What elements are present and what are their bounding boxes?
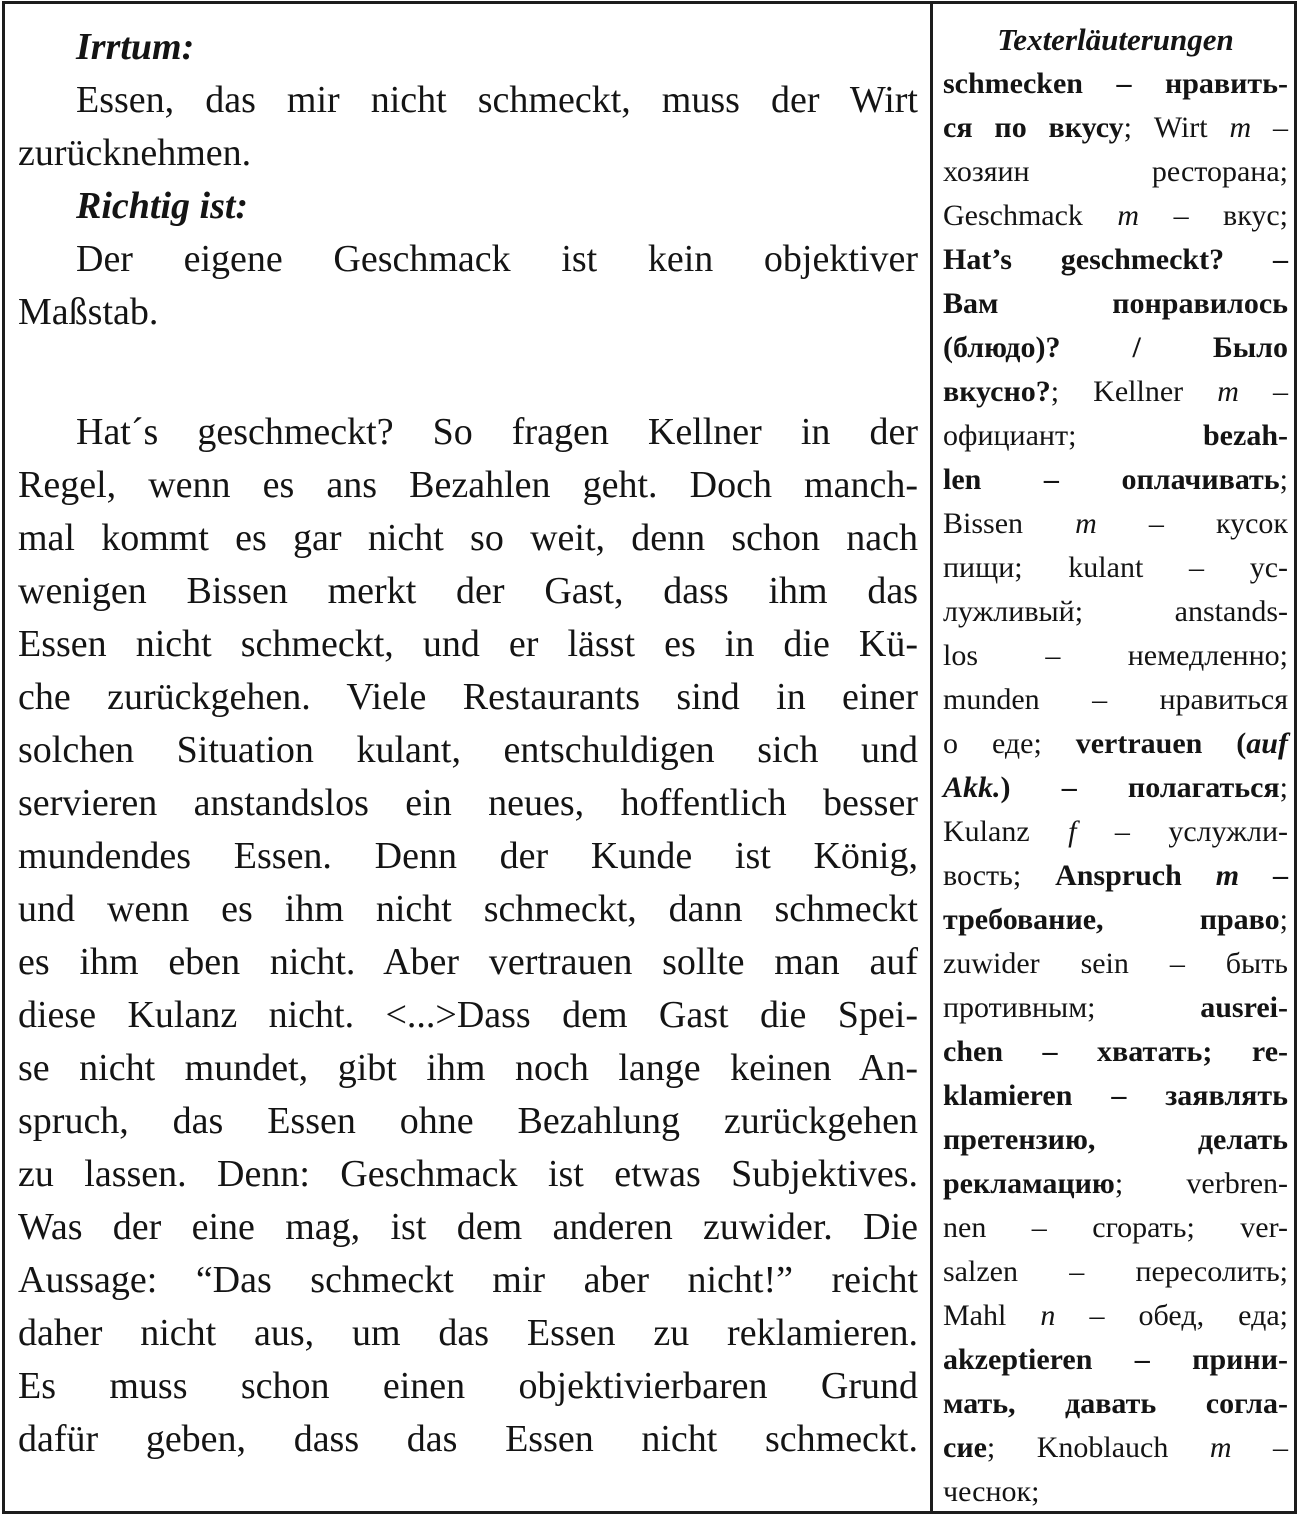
text-line [18,21,918,74]
text-run: wenigen Bissen merkt der Gast, dass ihm das [18,570,918,612]
text-run: претензию, делать [943,1123,1288,1156]
text-run: Maßstab. [18,291,159,333]
text-run: – кусок [1096,507,1288,540]
text-line [943,370,1288,414]
text-line [943,326,1288,370]
text-line [943,458,1288,502]
text-run: ; Kellner [1050,375,1218,408]
text-line [943,942,1288,986]
text-run: spruch, das Essen ohne Bezahlung zurückgehen [18,1100,918,1142]
text-line [18,724,918,777]
text-line [18,1413,918,1466]
text-run: – вкус; [1139,199,1289,232]
text-line [943,546,1288,590]
text-run: auf [1246,727,1288,760]
text-line [943,194,1288,238]
intro-section [18,21,918,339]
text-run: vertrauen ( [1075,727,1247,760]
text-line [943,810,1288,854]
text-run: es ihm eben nicht. Aber vertrauen sollte man auf [18,941,918,983]
text-run: Mahl [943,1299,1041,1332]
text-run: противным; [943,991,1201,1024]
text-line [18,1254,918,1307]
text-line [943,1338,1288,1382]
text-run: Der eigene Geschmack ist kein objektiver [76,238,918,280]
text-run: klamieren – заявлять [943,1079,1288,1112]
text-run: se nicht mundet, gibt ihm noch lange keinen An- [18,1047,918,1089]
text-line [18,883,918,936]
text-line [943,1162,1288,1206]
text-run: zu lassen. Denn: Geschmack ist etwas Subjektives. [18,1153,918,1195]
text-run: пищи; kulant – ус- [943,551,1288,584]
text-run: – [1251,111,1289,144]
glossary-column [933,4,1294,1511]
text-line [943,502,1288,546]
text-line [943,986,1288,1030]
text-line [943,1470,1288,1514]
text-line [943,1382,1288,1426]
text-run: len – оплачивать [943,463,1280,496]
text-run: – обед, еда; [1055,1299,1289,1332]
text-line [18,459,918,512]
text-line [18,1307,918,1360]
text-line [943,898,1288,942]
text-run: рекламацию [943,1167,1115,1200]
text-run: Essen, das mir nicht schmeckt, muss der Wirt [76,79,918,121]
text-run: nen – сгорать; ver- [943,1211,1288,1244]
text-run: – [1238,375,1288,408]
text-line [943,590,1288,634]
text-run: сие [943,1431,987,1464]
text-run: ) – полагаться [1000,771,1280,804]
text-run: Regel, wenn es ans Bezahlen geht. Doch manch- [18,464,918,506]
text-run: Bissen [943,507,1076,540]
text-line [18,565,918,618]
text-line [943,106,1288,150]
text-line [943,150,1288,194]
text-run: чеснок; [943,1475,1040,1508]
text-line [943,414,1288,458]
text-run: мать, давать согла- [943,1387,1288,1420]
text-run: akzeptieren – прини- [943,1343,1288,1376]
text-run: вкусно? [943,375,1051,408]
text-run: m [1215,859,1240,892]
text-run: официант; [943,419,1203,452]
text-run: ; [1279,463,1288,496]
text-run: che zurückgehen. Viele Restaurants sind in einer [18,676,918,718]
glossary-title: Texterläuterungen [997,22,1234,57]
text-run: ; [1279,771,1288,804]
text-line [18,618,918,671]
text-run: dafür geben, dass das Essen nicht schmeckt. [18,1418,918,1460]
text-run: m [1217,375,1239,408]
text-run: (блюдо)? / Было [943,331,1288,364]
text-line [18,1042,918,1095]
text-line [18,233,918,286]
body-paragraph [18,406,918,1466]
text-run: Hat´s geschmeckt? So fragen Kellner in der [76,411,918,453]
text-run: Was der eine mag, ist dem anderen zuwider. Die [18,1206,918,1248]
text-run: – [1231,1431,1289,1464]
text-run: вость; [943,859,1056,892]
text-run: salzen – пересолить; [943,1255,1288,1288]
text-line [18,1201,918,1254]
text-line [943,1118,1288,1162]
text-run: Kulanz [943,815,1069,848]
text-run: zuwider sein – быть [943,947,1288,980]
text-run: требование, право [943,903,1280,936]
text-line [18,936,918,989]
text-run: servieren anstandslos ein neues, hoffentlich besser [18,782,918,824]
page-frame [2,1,1297,1514]
text-run: ; Wirt [1123,111,1230,144]
text-line [943,1074,1288,1118]
text-run: ausrei- [1200,991,1288,1024]
text-line [943,62,1288,106]
text-line [18,180,918,233]
text-line [943,1426,1288,1470]
text-line [18,127,918,180]
text-run: Вам понравилось [943,287,1288,320]
text-line [18,671,918,724]
text-line [943,1030,1288,1074]
text-run: m [1209,1431,1232,1464]
text-run: Akk. [943,771,1001,804]
text-line [943,634,1288,678]
text-run: ; verbren- [1114,1167,1288,1200]
text-line [943,282,1288,326]
text-run: chen – хватать; re- [943,1035,1288,1068]
text-run: Aussage: “Das schmeckt mir aber nicht!” reicht [18,1259,918,1301]
text-run: Richtig ist: [76,185,249,227]
text-run: – [1239,859,1288,892]
text-run: ; Knoblauch [986,1431,1210,1464]
text-line [943,678,1288,722]
text-line [943,766,1288,810]
text-run: – услужли- [1076,815,1288,848]
text-run: хозяин ресторана; [943,155,1288,188]
text-line [943,1250,1288,1294]
text-run: m [1229,111,1252,144]
text-run: diese Kulanz nicht. <...>Dass dem Gast die Spei- [18,994,918,1036]
text-line [18,1095,918,1148]
text-run: f [1068,815,1077,848]
text-line [943,238,1288,282]
text-run: m [1117,199,1140,232]
text-line [943,854,1288,898]
text-line [18,406,918,459]
text-line [18,74,918,127]
text-run: zurücknehmen. [18,132,252,174]
text-run: лужливый; anstands- [943,595,1288,628]
text-run: schmecken – нравить- [943,67,1288,100]
text-run: mundendes Essen. Denn der Kunde ist König, [18,835,918,877]
text-run: ся по вкусу [943,111,1124,144]
text-run: n [1040,1299,1056,1332]
text-run: los – немедленно; [943,639,1288,672]
text-line [18,777,918,830]
text-line [943,1206,1288,1250]
text-line [18,286,918,339]
glossary-lines [943,62,1288,1514]
text-line [943,1294,1288,1338]
text-line [18,989,918,1042]
main-text-column [5,4,933,1511]
text-run: mal kommt es gar nicht so weit, denn schon nach [18,517,918,559]
text-run: Hat’s geschmeckt? – [943,243,1288,276]
text-run: Geschmack [943,199,1118,232]
text-run: Irrtum: [76,26,195,68]
text-run: m [1075,507,1097,540]
text-run: solchen Situation kulant, entschuldigen sich und [18,729,918,771]
text-run: о еде; [943,727,1076,760]
text-run: ; [1279,903,1288,936]
text-run: daher nicht aus, um das Essen zu reklamieren. [18,1312,918,1354]
text-line [18,512,918,565]
text-line [18,1148,918,1201]
text-run: Anspruch [1055,859,1216,892]
text-run: und wenn es ihm nicht schmeckt, dann schmeckt [18,888,918,930]
text-line [18,830,918,883]
text-run: munden – нравиться [943,683,1288,716]
text-line [18,1360,918,1413]
text-run: bezah- [1203,419,1288,452]
text-run: Essen nicht schmeckt, und er lässt es in die Kü- [18,623,918,665]
text-run: Es muss schon einen objektivierbaren Grund [18,1365,918,1407]
text-line [943,722,1288,766]
